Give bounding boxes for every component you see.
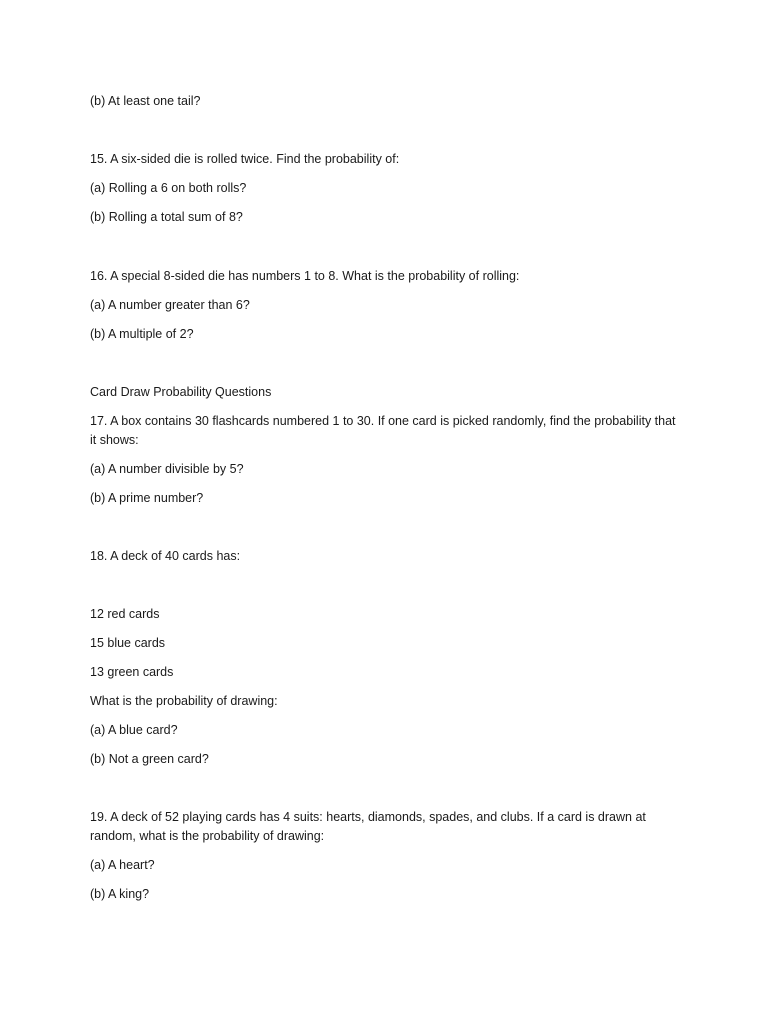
q18-green-cards: 13 green cards <box>90 665 174 679</box>
q16-part-b: (b) A multiple of 2? <box>90 327 194 341</box>
q18-red-cards: 12 red cards <box>90 607 160 621</box>
q15-part-b: (b) Rolling a total sum of 8? <box>90 210 243 224</box>
section-heading: Card Draw Probability Questions <box>90 385 272 399</box>
q17-prompt: 17. A box contains 30 flashcards numbered 1 to 30. If one card is picked randomly, find the probability that it shows: <box>90 414 676 447</box>
q17-part-b: (b) A prime number? <box>90 491 204 505</box>
q19-part-a: (a) A heart? <box>90 858 155 872</box>
q15-part-a: (a) Rolling a 6 on both rolls? <box>90 181 247 195</box>
q19-part-b: (b) A king? <box>90 887 150 901</box>
q18-part-b: (b) Not a green card? <box>90 752 209 766</box>
q18-blue-cards: 15 blue cards <box>90 636 166 650</box>
q16-prompt: 16. A special 8-sided die has numbers 1 to 8. What is the probability of rolling: <box>90 269 520 283</box>
q19-prompt: 19. A deck of 52 playing cards has 4 suits: hearts, diamonds, spades, and clubs. If a card is drawn at random, what is the probability of drawing: <box>90 810 646 843</box>
q17-part-a: (a) A number divisible by 5? <box>90 462 244 476</box>
q16-part-a: (a) A number greater than 6? <box>90 298 250 312</box>
q14-part-b: (b) At least one tail? <box>90 94 201 108</box>
q18-question: What is the probability of drawing: <box>90 694 278 708</box>
q18-prompt: 18. A deck of 40 cards has: <box>90 549 241 563</box>
q15-prompt: 15. A six-sided die is rolled twice. Find the probability of: <box>90 152 400 166</box>
q18-part-a: (a) A blue card? <box>90 723 178 737</box>
